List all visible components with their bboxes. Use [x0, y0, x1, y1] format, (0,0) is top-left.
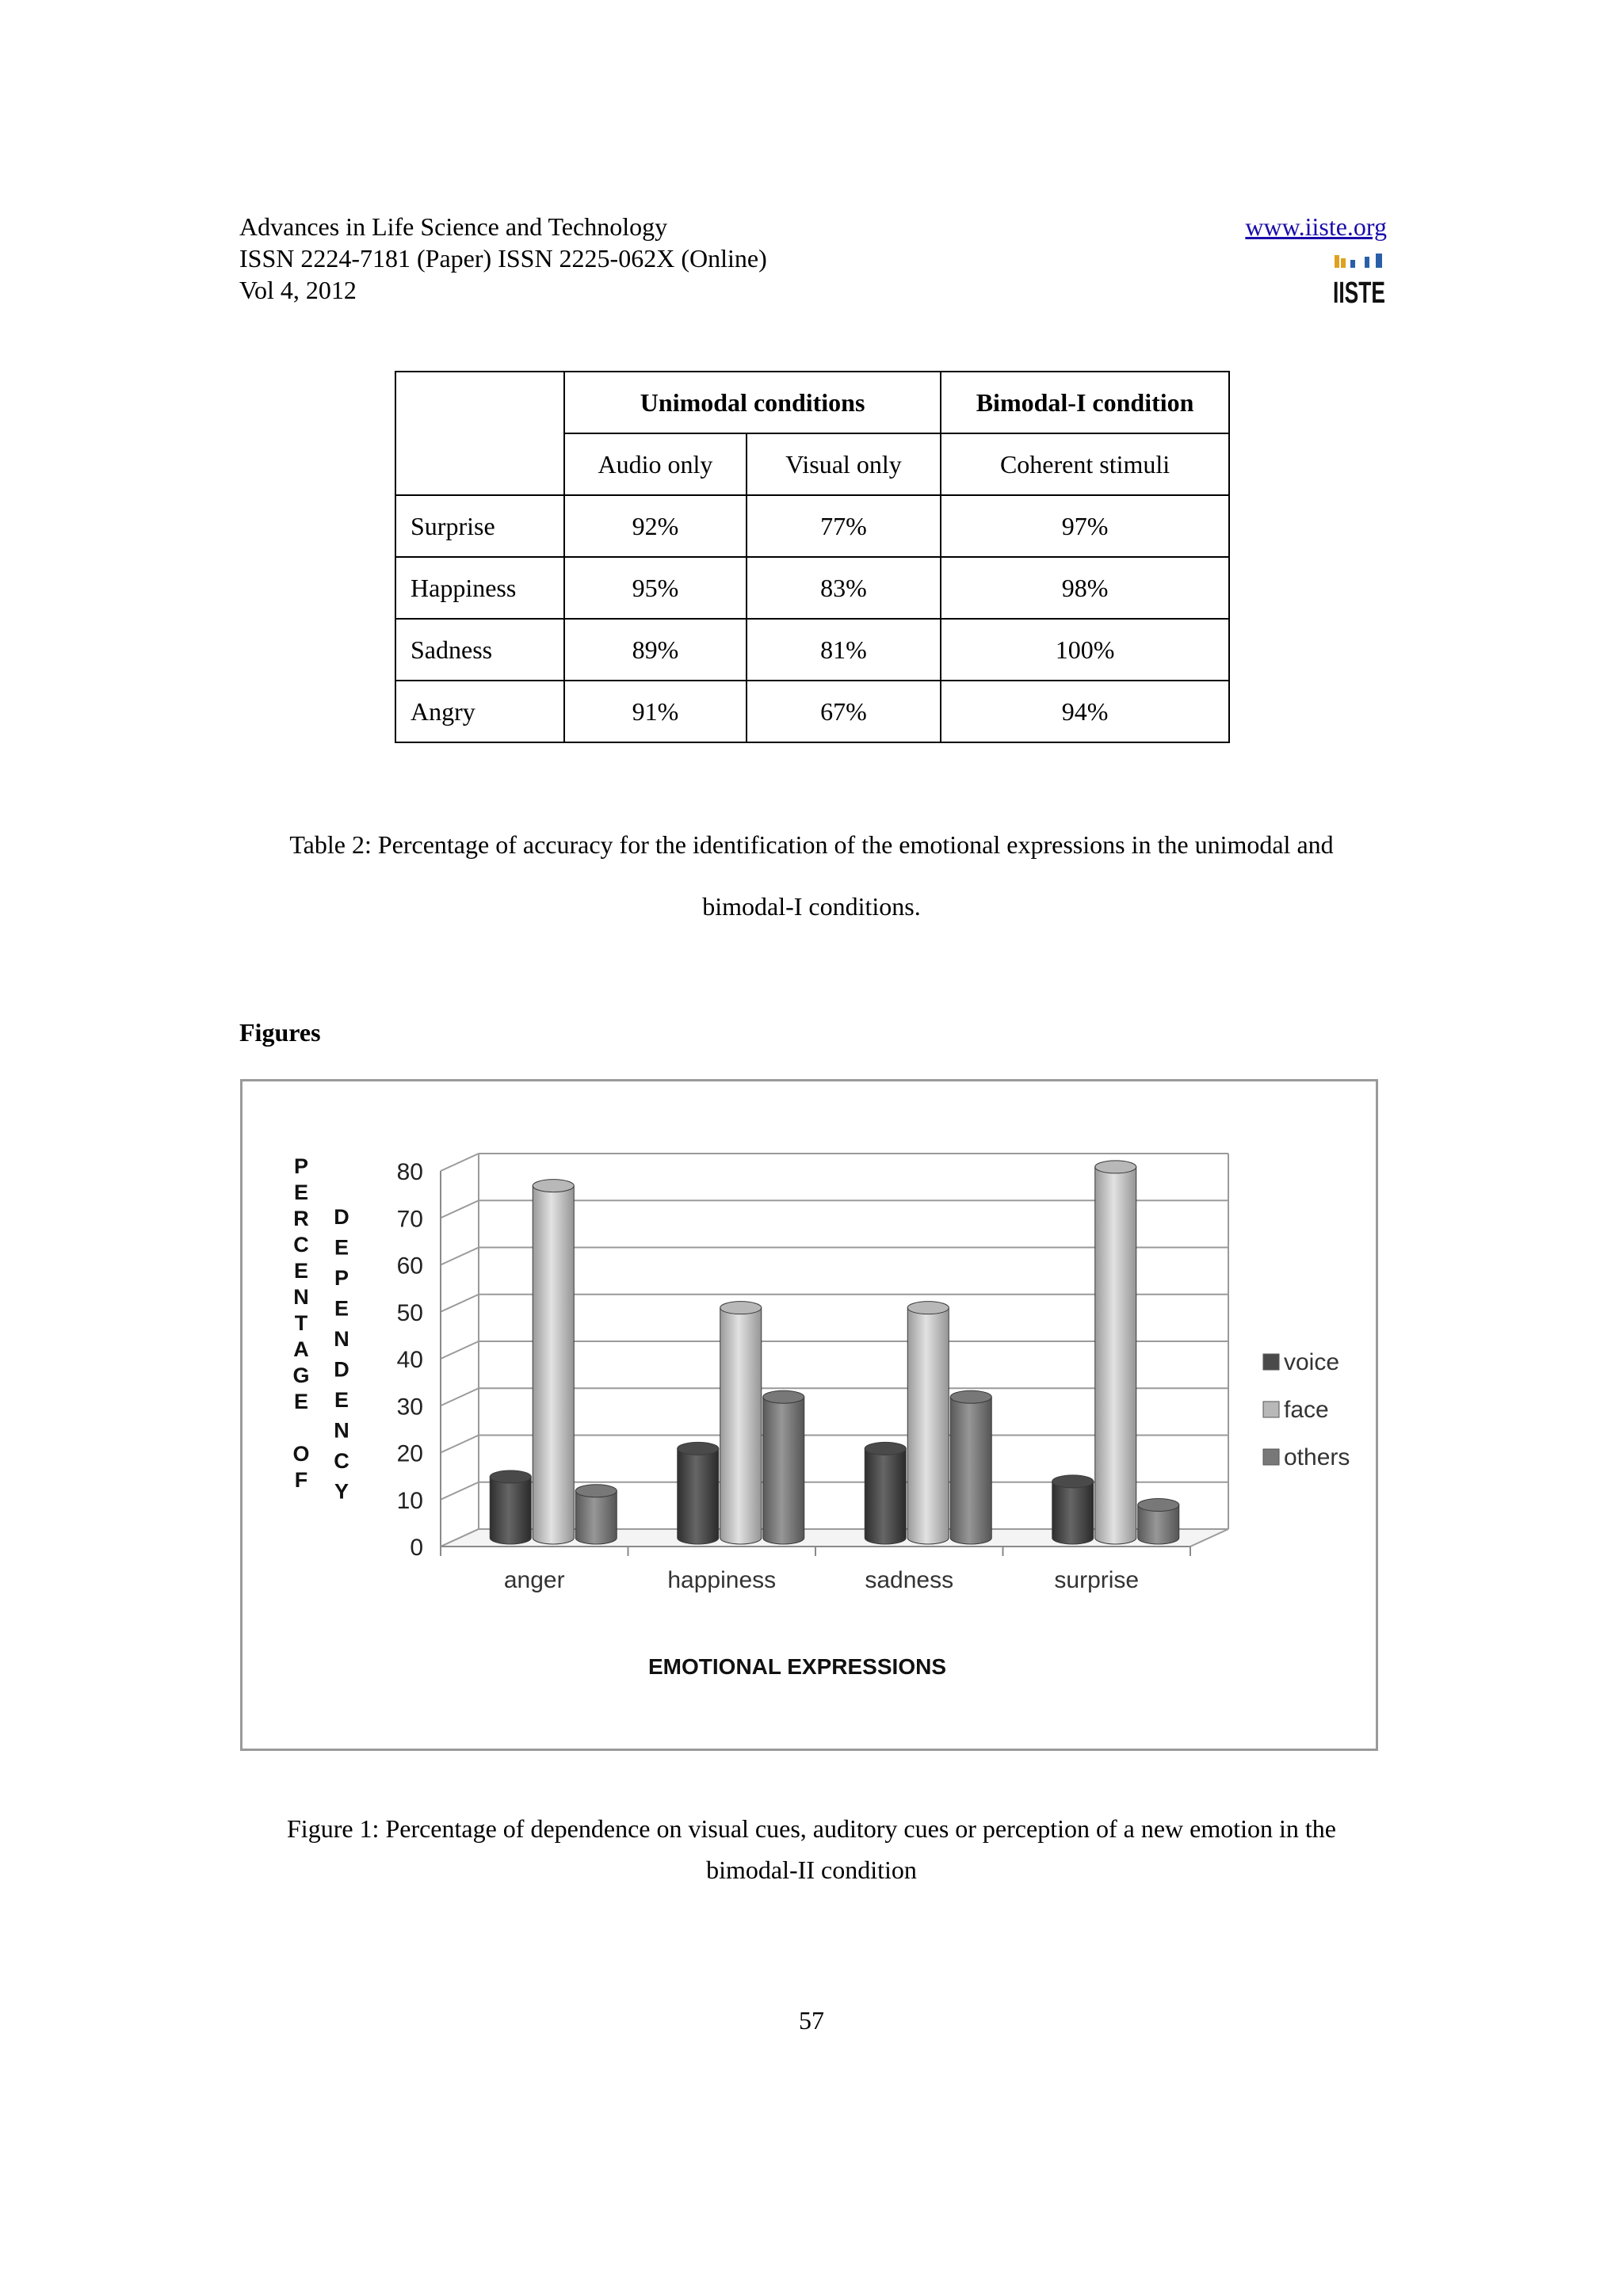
journal-issn: ISSN 2224-7181 (Paper) ISSN 2225-062X (Online): [239, 244, 767, 273]
bar-voice-surprise: [1052, 1475, 1094, 1544]
bar-top: [533, 1180, 574, 1192]
page-number: 57: [799, 2006, 824, 2035]
y-tick-label: 70: [396, 1206, 423, 1233]
y-tick-label: 10: [396, 1487, 423, 1514]
bar-body: [950, 1397, 991, 1544]
bar-voice-anger: [490, 1470, 531, 1544]
bar-body: [575, 1491, 617, 1544]
bar-top: [950, 1390, 991, 1403]
y-axis-title-letter: D: [334, 1357, 349, 1382]
cell-value: 77%: [747, 495, 941, 557]
y-tick-label: 80: [396, 1159, 423, 1185]
table-row: [395, 619, 1229, 681]
bar-body: [1095, 1167, 1136, 1544]
y-axis-title-letter: E: [334, 1388, 349, 1412]
y-axis-title-letter: O: [292, 1442, 310, 1466]
y-axis-title-letter: E: [293, 1259, 309, 1283]
x-tick-label: surprise: [1054, 1567, 1140, 1593]
legend-swatch-face: [1263, 1402, 1279, 1417]
cell-value: 98%: [941, 557, 1229, 619]
bar-others-sadness: [950, 1390, 991, 1544]
y-axis-title-letter: G: [292, 1363, 310, 1387]
bar-body: [763, 1397, 804, 1544]
bar-body: [1052, 1482, 1094, 1544]
bar-body: [533, 1186, 574, 1544]
row-label: Surprise: [395, 495, 564, 557]
y-axis-title-letter: P: [293, 1154, 309, 1178]
cell-value: 100%: [941, 619, 1229, 681]
legend-label-voice: voice: [1284, 1349, 1340, 1375]
journal-url-link[interactable]: www.iiste.org: [1245, 212, 1387, 241]
y-axis-title-letter: E: [334, 1235, 349, 1260]
header-coherent-stimuli: Coherent stimuli: [941, 433, 1229, 495]
y-axis-title-letter: N: [293, 1285, 309, 1309]
cell-value: 92%: [564, 495, 747, 557]
legend-swatch-others: [1263, 1449, 1279, 1465]
table-caption-continued: bimodal-I conditions.: [702, 892, 921, 921]
y-axis-title-letter: R: [293, 1207, 309, 1230]
y-axis-title-letter: D: [334, 1205, 349, 1229]
y-tick-label: 20: [396, 1440, 423, 1467]
x-tick-label: sadness: [865, 1567, 954, 1593]
gridline-depth: [441, 1341, 479, 1359]
bar-face-surprise: [1095, 1161, 1136, 1544]
bar-top: [490, 1470, 531, 1483]
bar-voice-sadness: [865, 1442, 906, 1544]
bar-top: [763, 1390, 804, 1403]
y-axis-title-letter: C: [334, 1449, 349, 1473]
y-axis-title-letter: T: [294, 1311, 308, 1335]
cell-value: 89%: [564, 619, 747, 681]
bar-top: [1138, 1499, 1179, 1512]
gridline-depth: [441, 1295, 479, 1312]
gridline-depth: [441, 1248, 479, 1265]
header-audio-only: Audio only: [564, 433, 747, 495]
legend-label-others: others: [1284, 1444, 1350, 1470]
bar-chart: [242, 1081, 1376, 1749]
bar-top: [1052, 1475, 1094, 1488]
y-axis-title-letter: E: [334, 1296, 349, 1321]
legend-label-face: face: [1284, 1397, 1329, 1423]
svg-text:IISTE: IISTE: [1333, 277, 1385, 310]
gridline-depth: [441, 1154, 479, 1171]
x-axis-title: EMOTIONAL EXPRESSIONS: [648, 1654, 946, 1679]
y-tick-label: 40: [396, 1347, 423, 1373]
figure-caption: Figure 1: Percentage of dependence on visual cues, auditory cues or perception of a new emotion in the: [287, 1814, 1336, 1843]
y-axis-title-letter: F: [294, 1468, 308, 1492]
x-tick-label: anger: [503, 1567, 565, 1593]
figure-caption-continued: bimodal-II condition: [706, 1855, 917, 1884]
bar-body: [490, 1477, 531, 1544]
cell-value: 97%: [941, 495, 1229, 557]
gridline-depth: [441, 1436, 479, 1453]
bar-others-happiness: [763, 1390, 804, 1544]
row-label: Sadness: [395, 619, 564, 681]
iiste-logo: [1333, 252, 1385, 310]
y-axis-title-letter: N: [334, 1418, 349, 1443]
gridline-depth: [441, 1482, 479, 1500]
accuracy-table: [395, 371, 1230, 743]
y-axis-title-letter: N: [334, 1327, 349, 1351]
y-axis-title-letter: P: [334, 1266, 349, 1290]
bar-voice-happiness: [678, 1442, 719, 1544]
table-row: [395, 557, 1229, 619]
cell-value: 67%: [747, 681, 941, 742]
y-axis-title-letter: A: [293, 1337, 309, 1361]
cell-value: 81%: [747, 619, 941, 681]
y-axis-title-letter: Y: [334, 1479, 349, 1504]
bar-body: [678, 1448, 719, 1544]
bar-body: [720, 1308, 762, 1544]
chart-frame: [240, 1079, 1378, 1751]
y-tick-label: 60: [396, 1253, 423, 1280]
row-label: Happiness: [395, 557, 564, 619]
gridline-depth: [441, 1388, 479, 1405]
header-bimodal: Bimodal-I condition: [941, 372, 1229, 433]
header-unimodal: Unimodal conditions: [564, 372, 941, 433]
bar-others-anger: [575, 1485, 617, 1544]
bar-body: [865, 1448, 906, 1544]
y-axis-title-letter: C: [293, 1233, 309, 1257]
y-tick-label: 0: [410, 1535, 423, 1561]
y-axis-title-letter: E: [293, 1180, 309, 1204]
table-row: [395, 681, 1229, 742]
cell-value: 94%: [941, 681, 1229, 742]
bar-top: [720, 1302, 762, 1314]
figures-heading: Figures: [239, 1018, 321, 1047]
bar-top: [907, 1302, 949, 1314]
bar-others-surprise: [1138, 1499, 1179, 1544]
y-axis-title-letter: E: [293, 1390, 309, 1413]
y-tick-label: 50: [396, 1299, 423, 1326]
bar-top: [575, 1485, 617, 1497]
x-tick-label: happiness: [667, 1567, 777, 1593]
bar-face-anger: [533, 1180, 574, 1544]
cell-value: 91%: [564, 681, 747, 742]
table-row: [395, 495, 1229, 557]
header-visual-only: Visual only: [747, 433, 941, 495]
journal-title: Advances in Life Science and Technology: [239, 212, 668, 241]
row-label: Angry: [395, 681, 564, 742]
gridline-depth: [441, 1200, 479, 1218]
bar-body: [907, 1308, 949, 1544]
bar-top: [1095, 1161, 1136, 1173]
table-caption: Table 2: Percentage of accuracy for the identification of the emotional expressions in the unimodal and: [289, 830, 1334, 859]
cell-value: 83%: [747, 557, 941, 619]
bar-face-sadness: [907, 1302, 949, 1544]
journal-volume: Vol 4, 2012: [239, 276, 357, 304]
bar-face-happiness: [720, 1302, 762, 1544]
y-tick-label: 30: [396, 1394, 423, 1421]
legend-swatch-voice: [1263, 1354, 1279, 1370]
table-corner-cell: [395, 372, 564, 495]
bar-top: [865, 1442, 906, 1455]
bar-top: [678, 1442, 719, 1455]
cell-value: 95%: [564, 557, 747, 619]
